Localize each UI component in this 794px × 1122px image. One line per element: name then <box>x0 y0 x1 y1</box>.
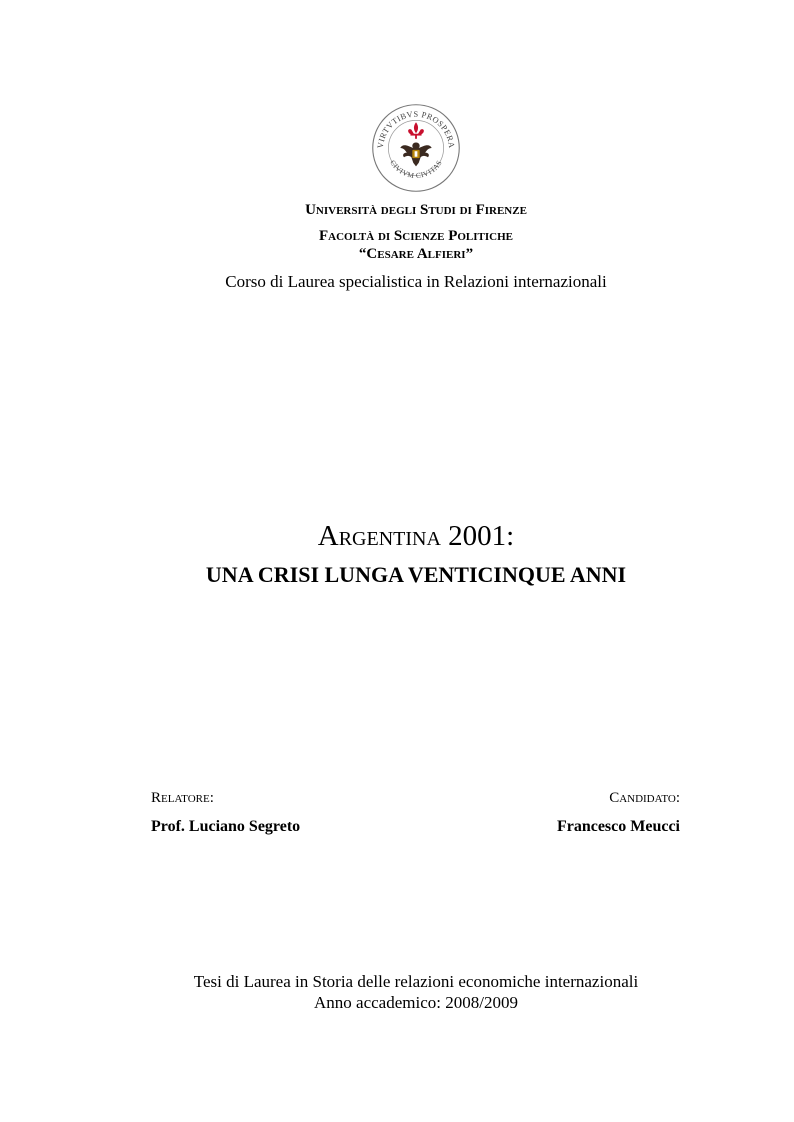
thesis-title: Argentina 2001: <box>317 520 515 552</box>
academic-year: Anno accademico: 2008/2009 <box>314 993 518 1012</box>
faculty-dedication: “Cesare Alfieri” <box>358 246 474 262</box>
candidate-block <box>557 788 680 836</box>
thesis-subtitle: UNA CRISI LUNGA VENTICINQUE ANNI <box>205 562 627 587</box>
degree-course: Corso di Laurea specialistica in Relazioni internazionali <box>225 272 607 291</box>
advisor-block <box>151 788 300 836</box>
faculty-name: Facoltà di Scienze Politiche <box>318 228 513 244</box>
candidate-role-label: Candidato: <box>609 790 680 806</box>
candidate-name: Francesco Meucci <box>556 818 680 835</box>
university-seal-icon <box>370 102 462 194</box>
thesis-type: Tesi di Laurea in Storia delle relazioni economiche internazionali <box>193 972 639 991</box>
advisor-role-label: Relatore: <box>151 790 214 806</box>
university-name: Università degli Studi di Firenze <box>305 202 527 218</box>
svg-text:VIRTVTIBVS PROSPERA: VIRTVTIBVS PROSPERA <box>375 109 457 149</box>
advisor-name: Prof. Luciano Segreto <box>151 818 301 835</box>
svg-text:CIVIVM CIVITAS: CIVIVM CIVITAS <box>388 158 444 181</box>
